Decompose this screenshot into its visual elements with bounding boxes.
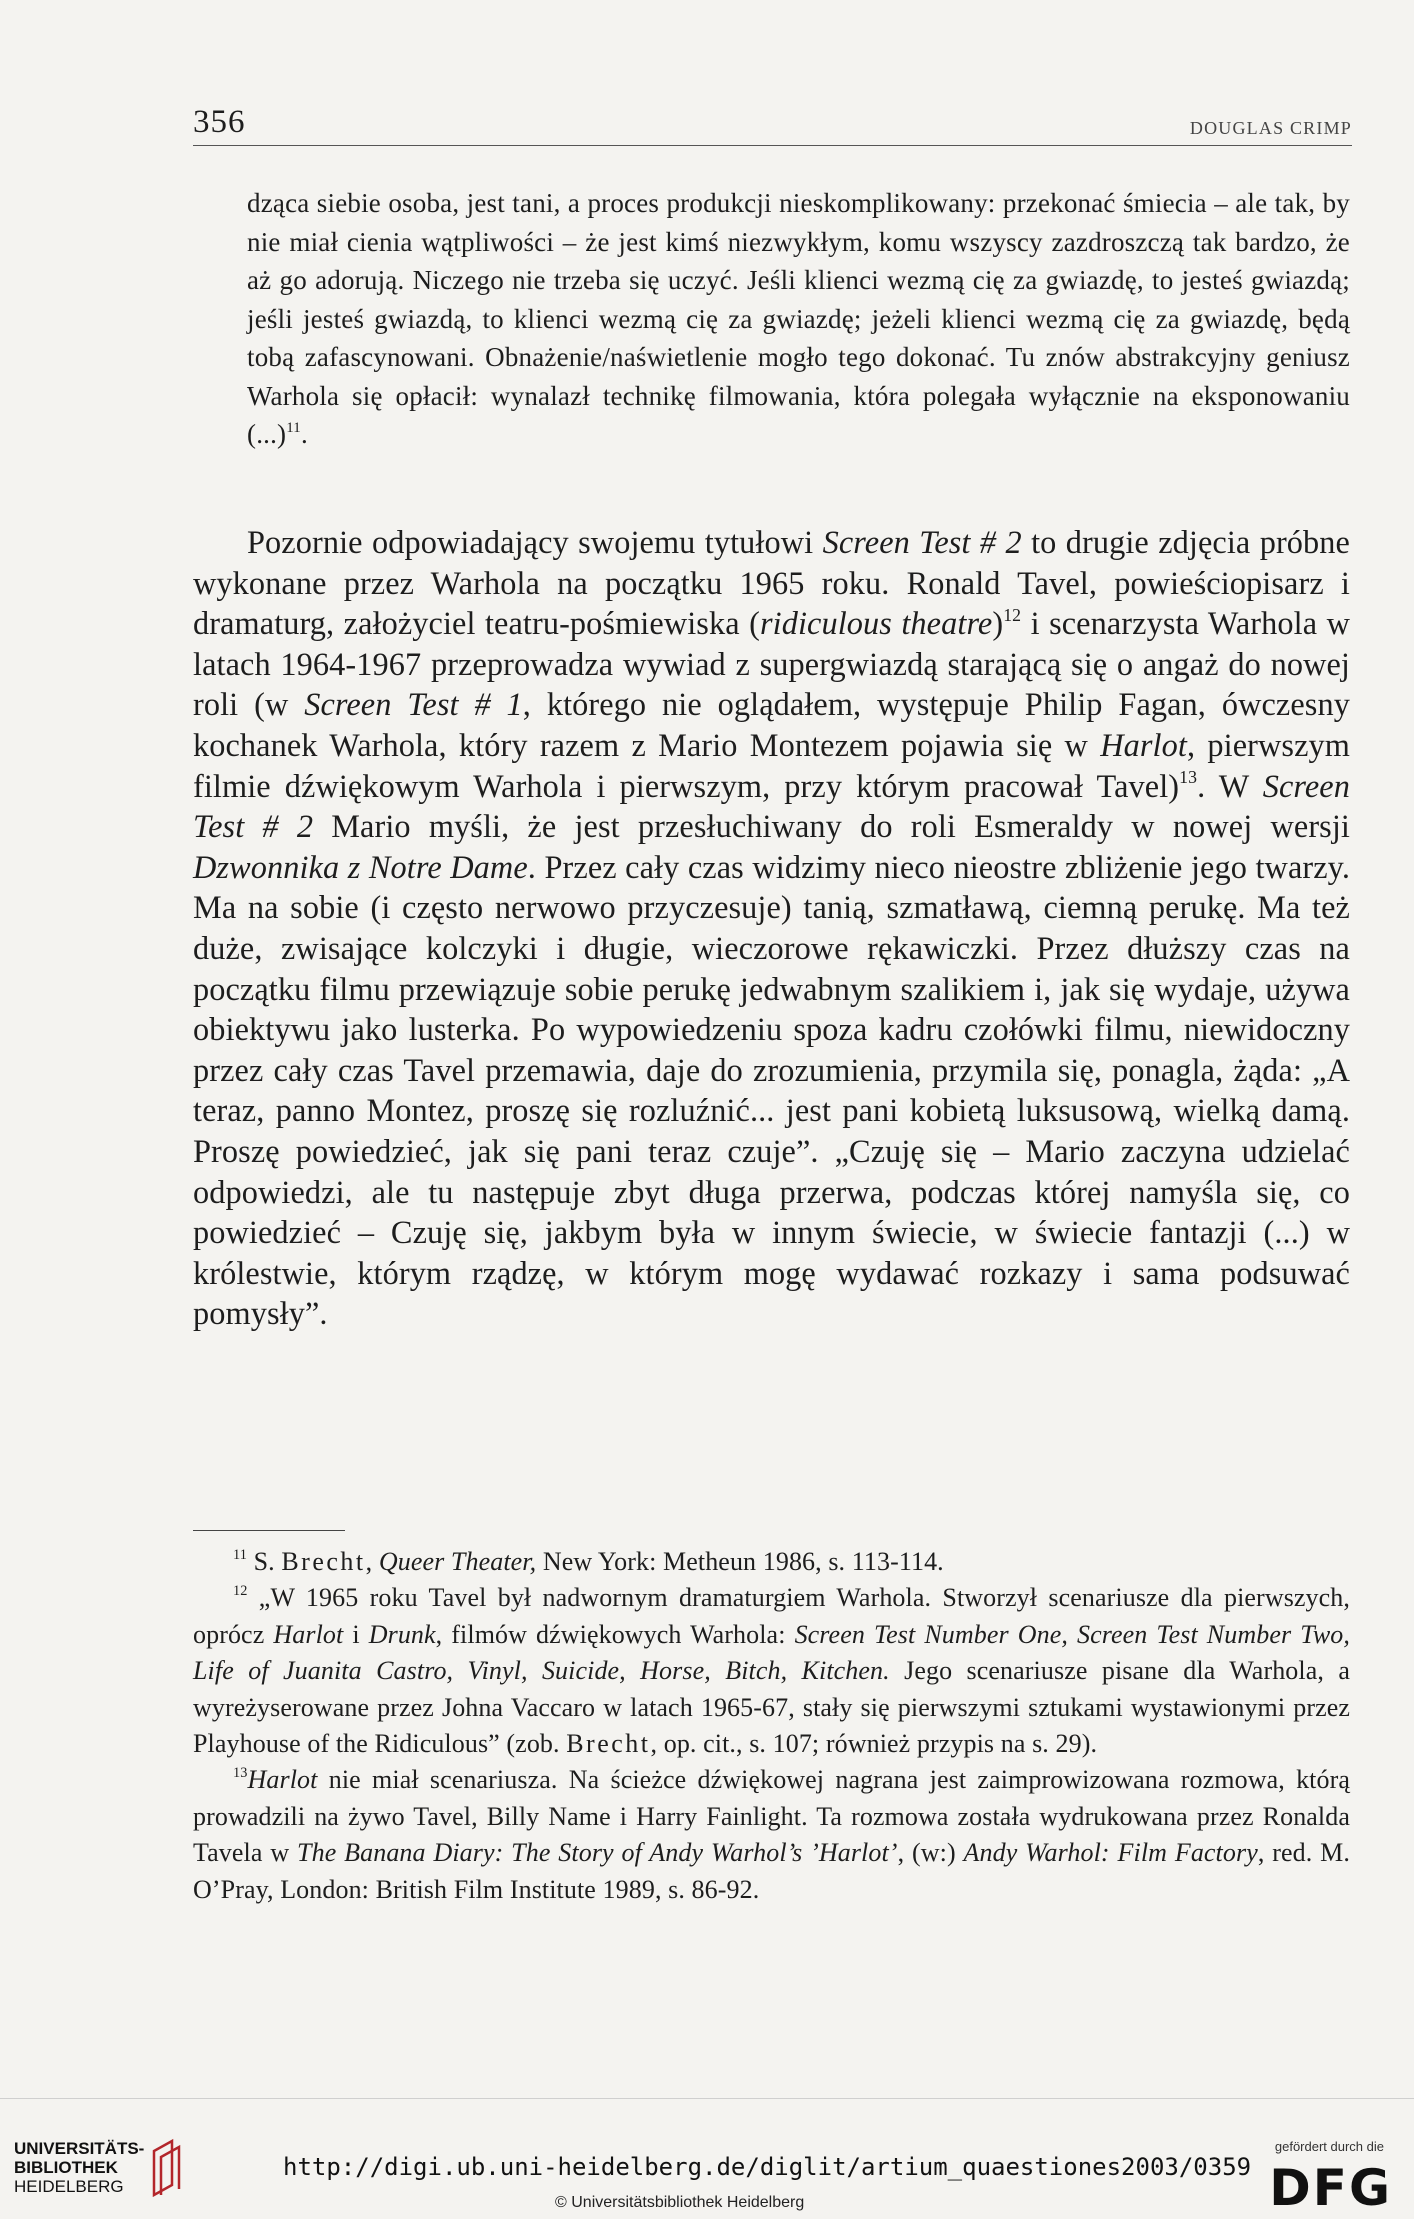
page-number: 356 [193,104,246,140]
footnote-12: $^{12}$ „W 1965 roku Tavel był nadwornym dramaturgiem Warhola. Stworzył scenariusze dla pierwszych, oprócz Harlot i Drunk, filmów dźwiękowych Warhola: Screen Test Number One, Screen Test Number Two, Life of Juanita Castro, Vinyl, Suicide, Horse, Bitch, Kitchen. Jego scenariusze pisane dla Warhola, a wyreżyserowane przez Johna Vaccaro w latach 1965-67, stały się pierwszymi sztukami wystawionymi przez Playhouse of the Ridiculous” (zob. Brecht, op. cit., s. 107; również przypis na s. 29). [193,1583,1350,1759]
cited-title: Queer Theater, [378,1547,537,1576]
film-title: Screen Test # 2 [193,767,1350,845]
quote-paragraph [247,184,1350,454]
funder-caption: gefördert durch die [1274,2139,1384,2154]
footnote-divider [193,1530,345,1531]
permalink-url[interactable]: http://digi.ub.uni-heidelberg.de/diglit/artium_quaestiones2003/0359 [283,2153,1252,2181]
footnotes [193,1544,1350,1908]
book-title: Dzwonnika z Notre Dame [193,848,528,885]
footnote-ref-12[interactable]: 12 [1003,604,1022,625]
copyright-notice: © Universitätsbibliothek Heidelberg [555,2194,805,2211]
footnote-13: $^{13}$Harlot nie miał scenariusza. Na ścieżce dźwiękowej nagrana jest zaimprowizowana rozmowa, którą prowadzili na żywo Tavel, Billy Name i Harry Fainlight. Ta rozmowa została wydrukowana przez Ronalda Tavela w The Banana Diary: The Story of Andy Warhol’s ’Harlot’, (w:) Andy Warhol: Film Factory, red. M. O’Pray, London: British Film Institute 1989, s. 86-92. [193,1765,1350,1904]
cited-title: Andy Warhol: Film Factory [963,1838,1258,1868]
cited-title: The Banana Diary: The Story of Andy Warhol’s ’Harlot’ [297,1838,898,1868]
footnote-number: 12 [233,1583,248,1600]
film-title: Screen Test # 1 [304,686,523,723]
film-list: Screen Test Number One, Screen Test Number Two, Life of Juanita Castro, Vinyl, Suicide, Horse, Bitch, Kitchen. [193,1619,1350,1686]
quote-text: dząca siebie osoba, jest tani, a proces produkcji nieskomplikowany: przekonać śmiecia – ale tak, by nie miał cienia wątpliwości – że jest kimś niezwykłym, komu wszyscy zazdroszczą tak bardzo, że aż go adorują. Niczego nie trzeba się uczyć. Jeśli klienci wezmą cię za gwiazdę, to jesteś gwiazdą; jeśli jesteś gwiazdą, to klienci wezmą cię za gwiazdę; jeżeli klienci wezmą cię za gwiazdę, będą tobą zafascynowani. Obnażenie/naświetlenie mogło tego dokonać. Tu znów abstrakcyjny geniusz Warhola się opłacił: wynalazł technikę filmowania, która polegała wyłącznie na eksponowaniu (...) [247,188,1350,449]
dfg-logo-icon: DFG [1269,2159,1392,2217]
film-title: Harlot [1100,726,1187,763]
footnote-number: 11 [233,1546,247,1563]
body-text [193,522,1350,1334]
library-logo-icon [148,2137,182,2197]
cited-author: Brecht [281,1547,366,1576]
body-paragraph: Pozornie odpowiadający swojemu tytułowi Screen Test # 2 to drugie zdjęcia próbne wykonane przez Warhola na początku 1965 roku. Ronald Tavel, powieściopisarz i dramaturg, założyciel teatru-pośmiewiska (ridiculous theatre)$^{12}$ i scenarzysta Warhola w latach 1964-1967 przeprowadza wywiad z supergwiazdą starającą się o angaż do nowej roli (w Screen Test # 1, którego nie oglądałem, występuje Philip Fagan, ówczesny kochanek Warhola, który razem z Mario Montezem pojawia się w Harlot, pierwszym filmie dźwiękowym Warhola i pierwszym, przy którym pracował Tavel)$^{13}$. W Screen Test # 2 Mario myśli, że jest przesłuchiwany do roli Esmeraldy w nowej wersji Dzwonnika z Notre Dame. Przez cały czas widzimy nieco nieostre zbliżenie jego twarzy. Ma na sobie (i często nerwowo przyczesuje) tanią, szmatławą, ciemną perukę. Ma też duże, zwisające kolczyki i długie, wieczorowe rękawiczki. Przez dłuższy czas na początku filmu przewiązuje sobie perukę jedwabnym szalikiem i, jak się wydaje, używa obiektywu jako lusterka. Po wypowiedzeniu spoza kadru czołówki filmu, niewidoczny przez cały czas Tavel przemawia, daje do zrozumienia, przymila się, ponagla, żąda: „A teraz, panno Montez, proszę się rozluźnić... jest pani kobietą luksusową, wielką damą. Proszę powiedzieć, jak się pani teraz czuje”. „Czuję się – Mario zaczyna udzielać odpowiedzi, ale tu następuje zbyt długa przerwa, podczas której namyśla się, co powiedzieć – Czuję się, jakbym była w innym świecie, w świecie fantazji (...) w królestwie, którym rządzę, w którym mogę wydawać rozkazy i sama podsuwać pomysły”. [193,524,1351,1332]
footnote-ref-11[interactable]: 11 [286,419,301,436]
cited-author: Brecht [566,1729,651,1759]
library-name: UNIVERSITÄTS- BIBLIOTHEK HEIDELBERG [14,2139,145,2196]
film-title: Screen Test # 2 [822,524,1022,560]
term-italic: ridiculous theatre [759,605,993,642]
digitization-footer [0,2098,1414,2219]
footnote-11: $^{11}$ S. Brecht, Queer Theater, New York: Metheun 1986, s. 113-114. [233,1546,944,1576]
running-header [193,103,1352,146]
footnote-ref-13[interactable]: 13 [1179,767,1198,788]
footnote-number: 13 [233,1765,248,1782]
quote-end: . [300,419,308,449]
running-author: DOUGLAS CRIMP [1189,118,1352,138]
block-quote [247,184,1350,454]
